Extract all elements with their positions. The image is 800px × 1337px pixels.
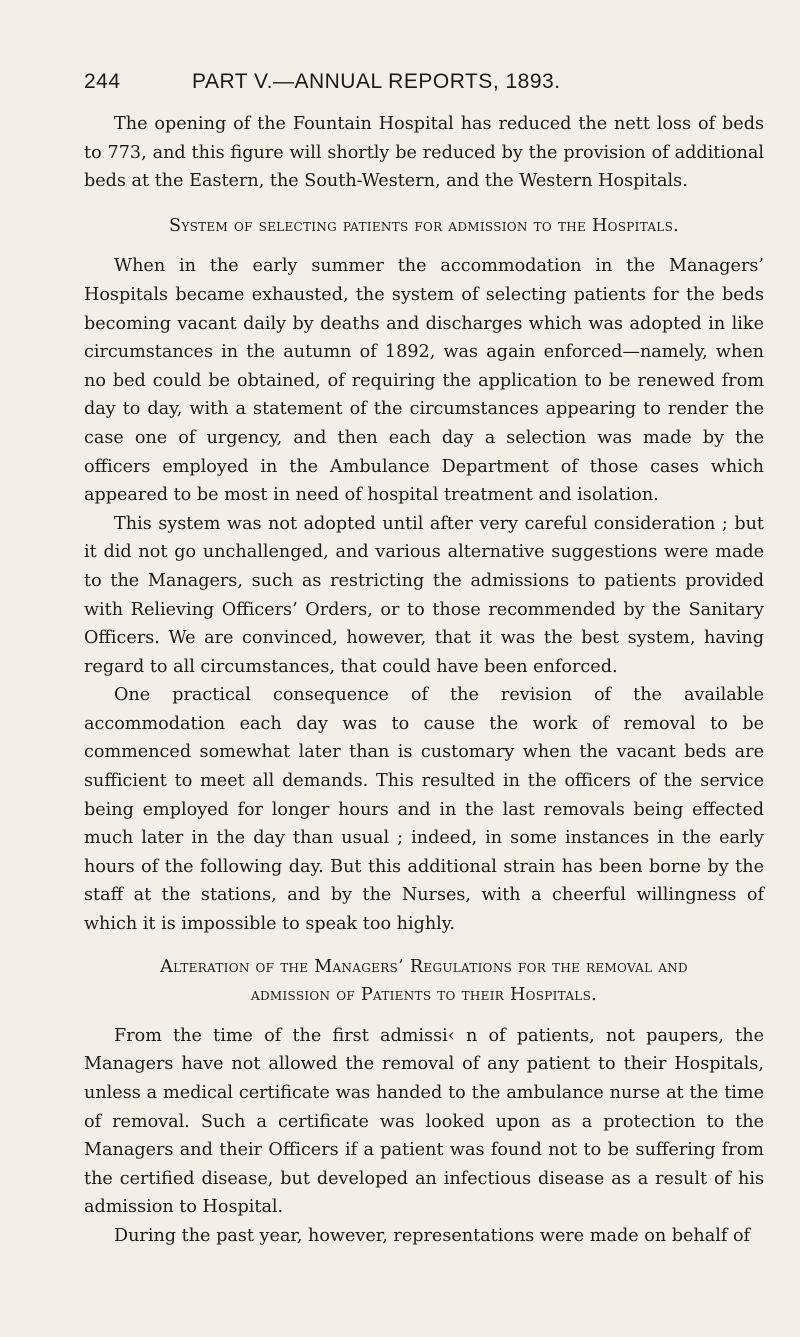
running-title: PART V.—ANNUAL REPORTS, 1893. bbox=[192, 70, 561, 93]
section-heading-alteration-line2: admission of Patients to their Hospitals. bbox=[251, 985, 597, 1006]
paragraph-fountain-hospital: The opening of the Fountain Hospital has reduced the nett loss of beds to 773, and this figure will shortly be reduced by the provision of additional beds at the Eastern, the South-Western, and the Western Hospitals. bbox=[84, 114, 764, 192]
paragraph-practical-consequence: One practical consequence of the revision of the available accommodation each day was to cause the work of removal to be commenced somewhat later than is customary when the vacant beds are sufficient to meet all demands. This resulted in the officers of the service being employed for longer hours and in the last removals being effected much later in the day than usual ; indeed, in some instances in the early hours of the following day. But this additional strain has been borne by the staff at the stations, and by the Nurses, with a cheerful willingness of which it is impossible to speak too highly. bbox=[84, 685, 764, 935]
section-heading-alteration-line1: Alteration of the Managers’ Regulations for the removal and bbox=[160, 956, 688, 977]
paragraph-past-year: During the past year, however, representations were made on behalf of bbox=[114, 1225, 751, 1246]
page-number: 244 bbox=[84, 70, 121, 93]
section-heading-system: System of selecting patients for admission to the Hospitals. bbox=[169, 215, 679, 236]
paragraph-medical-certificate: From the time of the first admissi‹ n of patients, not paupers, the Managers have not allowed the removal of any patient to their Hospitals, unless a medical certificate was handed to the ambulance nurse at the time of removal. Such a certificate was looked upon as a protection to the Managers and their Officers if a patient was found not to be suffering from the certified disease, but developed an infectious disease as a result of his admission to Hospital. bbox=[84, 1025, 764, 1218]
paragraph-early-summer: When in the early summer the accommodation in the Managers’ Hospitals became exhausted, the system of selecting patients for the beds becoming vacant daily by deaths and discharges which was adopted in like circumstances in the autumn of 1892, was again enforced—namely, when no bed could be obtained, of requiring the application to be renewed from day to day, with a statement of the circumstances appearing to render the case one of urgency, and then each day a selection was made by the officers employed in the Ambulance Department of those cases which appeared to be most in need of hospital treatment and isolation. bbox=[84, 256, 764, 506]
page-header bbox=[84, 70, 764, 94]
document-page bbox=[84, 70, 764, 1251]
section-heading-alteration bbox=[84, 953, 764, 1010]
paragraph-system-adopted: This system was not adopted until after very careful consideration ; but it did not go unchallenged, and various alternative suggestions were made to the Managers, such as restricting the admissions to patients provided with Relieving Officers’ Orders, or to those recommended by the Sanitary Officers. We are convinced, however, that it was the best system, having regard to all circumstances, that could have been enforced. bbox=[84, 513, 764, 677]
